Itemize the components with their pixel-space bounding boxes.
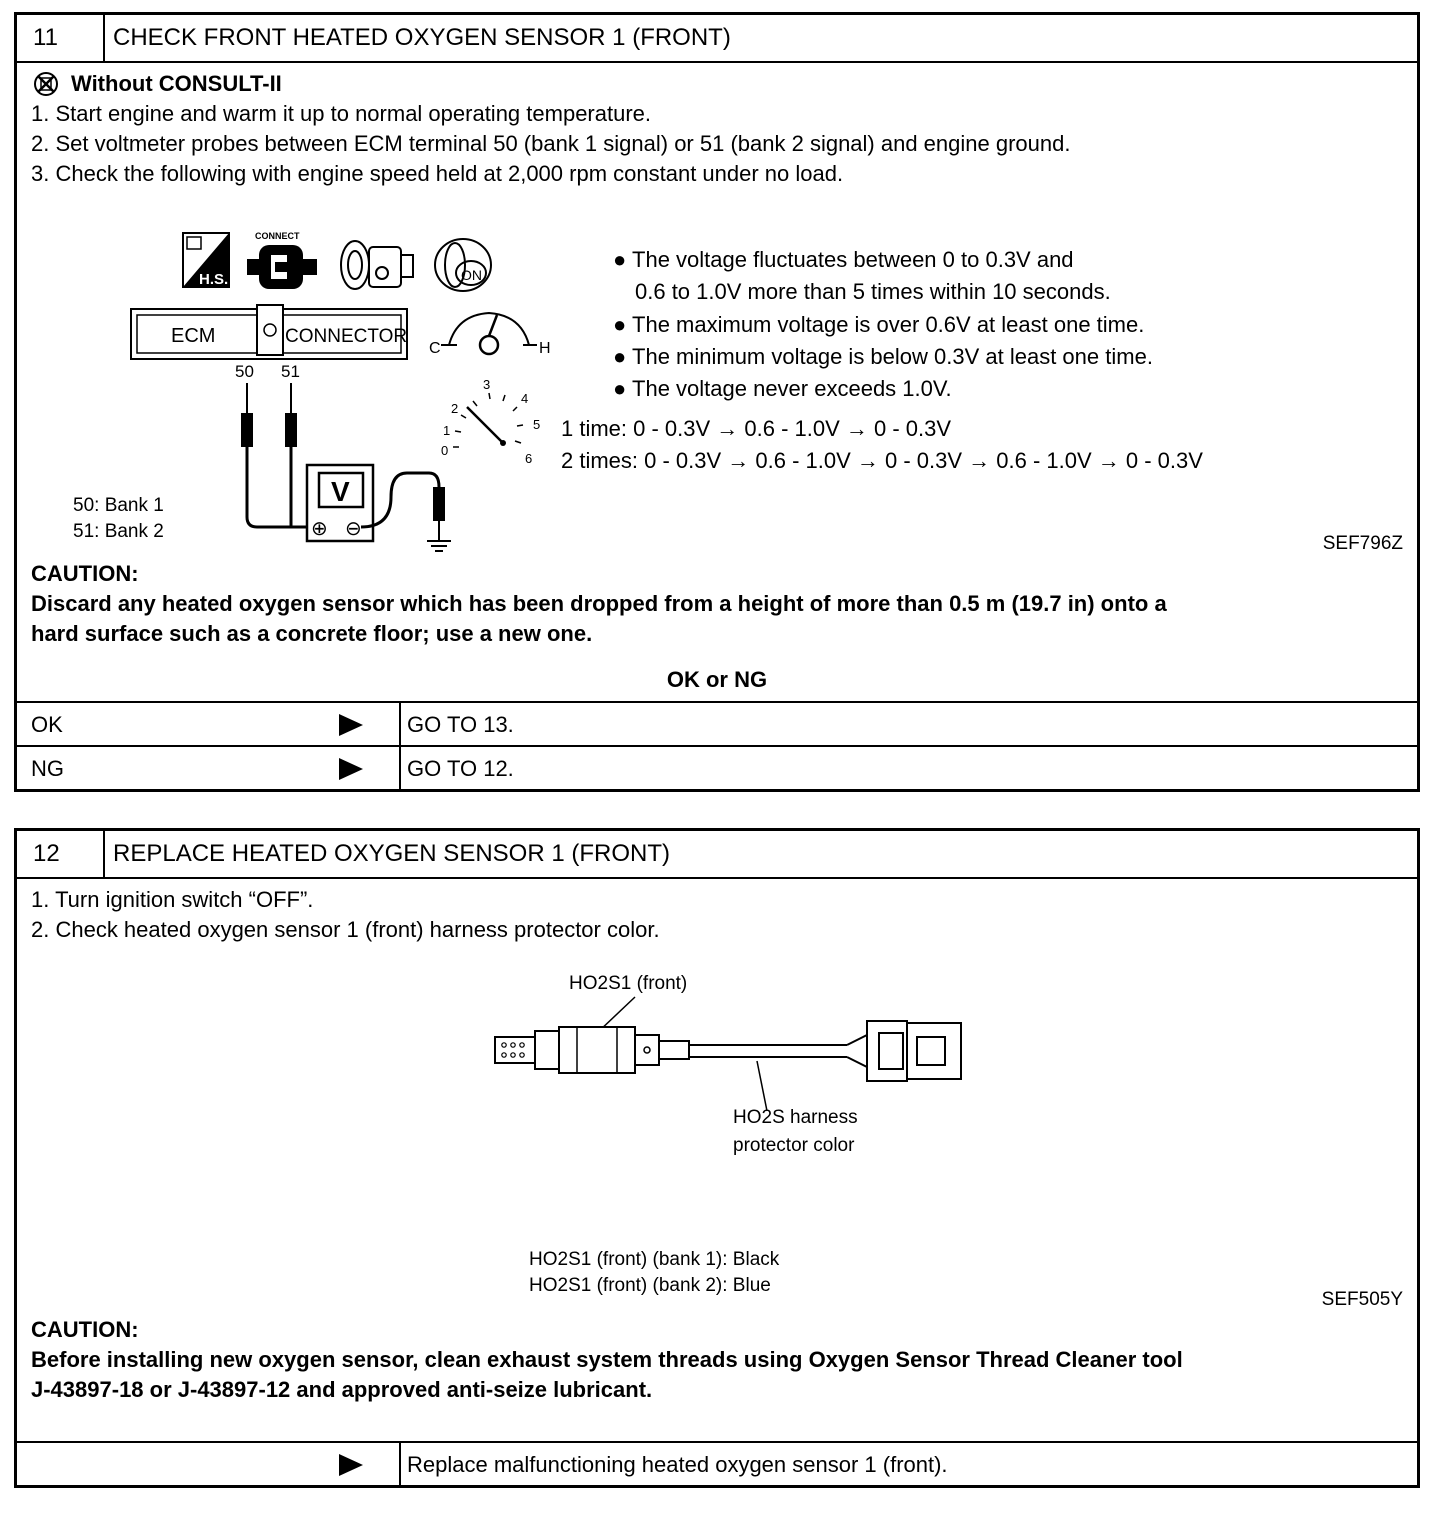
connect-label: CONNECT	[255, 231, 300, 241]
caution-line-1: Before installing new oxygen sensor, clean exhaust system threads using Oxygen Sensor Thread Cleaner tool	[31, 1347, 1183, 1372]
tach-tick-5: 5	[533, 417, 541, 432]
bank-note-2: 51: Bank 2	[73, 521, 164, 542]
caution-label: CAUTION:	[31, 561, 139, 586]
figure-code: SEF505Y	[1321, 1289, 1403, 1310]
figure-code: SEF796Z	[1322, 533, 1403, 554]
result-label: OK	[31, 712, 63, 737]
caution-line-1: Discard any heated oxygen sensor which has been dropped from a height of more than 0.5 m (19.7 in) onto a	[31, 591, 1167, 616]
criterion-2-text: The maximum voltage is over 0.6V at least one time.	[632, 312, 1145, 337]
engine-icon	[341, 241, 413, 289]
criterion-4: ● The voltage never exceeds 1.0V.	[613, 376, 952, 401]
probe-50	[241, 413, 253, 447]
step-title: REPLACE HEATED OXYGEN SENSOR 1 (FRONT)	[113, 840, 670, 867]
ecm-label: ECM	[171, 325, 216, 347]
temp-h-label: H	[539, 340, 551, 357]
step-title: CHECK FRONT HEATED OXYGEN SENSOR 1 (FRONT)	[113, 24, 731, 51]
temp-c-label: C	[429, 340, 441, 357]
tachometer-icon	[425, 367, 545, 467]
criterion-1: ● The voltage fluctuates between 0 to 0.3V and	[613, 247, 1074, 272]
arrow-right-icon	[337, 756, 365, 782]
result-row-ng	[17, 745, 1417, 791]
criterion-1-text: The voltage fluctuates between 0 to 0.3V and	[632, 247, 1074, 272]
instruction-step-1: 1. Start engine and warm it up to normal operating temperature.	[31, 101, 652, 126]
harness-label-1: HO2S harness	[733, 1107, 858, 1128]
arrow-right-icon	[337, 1452, 365, 1478]
criterion-3: ● The minimum voltage is below 0.3V at least one time.	[613, 344, 1153, 369]
result-row-ok	[17, 701, 1417, 747]
result-action: GO TO 13.	[407, 712, 514, 737]
temperature-gauge-icon	[427, 305, 557, 365]
caution-line-2: hard surface such as a concrete floor; use a new one.	[31, 621, 593, 646]
probe-51	[285, 413, 297, 447]
cycle-two-times: 2 times: 0 - 0.3V → 0.6 - 1.0V → 0 - 0.3V → 0.6 - 1.0V → 0 - 0.3V	[561, 448, 1203, 473]
result-label: NG	[31, 756, 64, 781]
step-12-panel	[14, 828, 1420, 1488]
terminal-51-label: 51	[281, 362, 300, 381]
plus-terminal: ⊕	[311, 518, 328, 540]
step-number: 12	[17, 831, 105, 877]
step-number: 11	[17, 15, 105, 61]
tach-tick-4: 4	[521, 391, 529, 406]
tach-tick-2: 2	[451, 401, 459, 416]
step-11-header	[17, 15, 1417, 63]
step-11-panel	[14, 12, 1420, 792]
criterion-1-cont: 0.6 to 1.0V more than 5 times within 10 seconds.	[635, 279, 1111, 304]
instruction-step-2: 2. Check heated oxygen sensor 1 (front) harness protector color.	[31, 917, 660, 942]
tach-tick-6: 6	[525, 451, 533, 466]
terminal-50-label: 50	[235, 362, 254, 381]
tach-tick-3: 3	[483, 377, 491, 392]
high-speed-icon	[183, 233, 229, 288]
step-12-header	[17, 831, 1417, 879]
criterion-2: ● The maximum voltage is over 0.6V at least one time.	[613, 312, 1145, 337]
instruction-step-2: 2. Set voltmeter probes between ECM terminal 50 (bank 1 signal) or 51 (bank 2 signal) and engine ground.	[31, 131, 1071, 156]
arrow-right-icon	[337, 712, 365, 738]
minus-terminal: ⊖	[345, 518, 362, 540]
tach-tick-0: 0	[441, 443, 449, 458]
sensor-label: HO2S1 (front)	[569, 973, 688, 994]
ground-icon	[427, 541, 451, 551]
connector-label: CONNECTOR	[285, 326, 408, 347]
hs-label: H.S.	[199, 271, 229, 288]
caution-label: CAUTION:	[31, 1317, 139, 1342]
bank-note-1: 50: Bank 1	[73, 495, 164, 516]
criterion-4-text: The voltage never exceeds 1.0V.	[632, 376, 952, 401]
ground-probe	[433, 487, 445, 521]
color-bank-2: HO2S1 (front) (bank 2): Blue	[529, 1275, 771, 1296]
color-bank-1: HO2S1 (front) (bank 1): Black	[529, 1249, 780, 1270]
criterion-3-text: The minimum voltage is below 0.3V at least one time.	[632, 344, 1153, 369]
mode-label: Without CONSULT-II	[71, 71, 282, 96]
voltmeter-symbol: V	[331, 476, 350, 507]
oxygen-sensor-figure	[487, 961, 967, 1161]
tach-tick-1: 1	[443, 423, 451, 438]
caution-line-2: J-43897-18 or J-43897-12 and approved anti-seize lubricant.	[31, 1377, 653, 1402]
on-label: ON	[461, 267, 482, 283]
cycle-one-time: 1 time: 0 - 0.3V → 0.6 - 1.0V → 0 - 0.3V	[561, 416, 952, 441]
instruction-step-1: 1. Turn ignition switch “OFF”.	[31, 887, 314, 912]
instruction-step-3: 3. Check the following with engine speed held at 2,000 rpm constant under no load.	[31, 161, 844, 186]
ignition-on-icon	[435, 239, 491, 291]
result-heading: OK or NG	[666, 667, 768, 692]
result-action: Replace malfunctioning heated oxygen sensor 1 (front).	[407, 1452, 948, 1477]
harness-label-2: protector color	[733, 1135, 855, 1156]
no-consult-icon	[33, 71, 59, 97]
connect-icon	[247, 231, 317, 289]
result-row	[17, 1441, 1417, 1487]
result-action: GO TO 12.	[407, 756, 514, 781]
